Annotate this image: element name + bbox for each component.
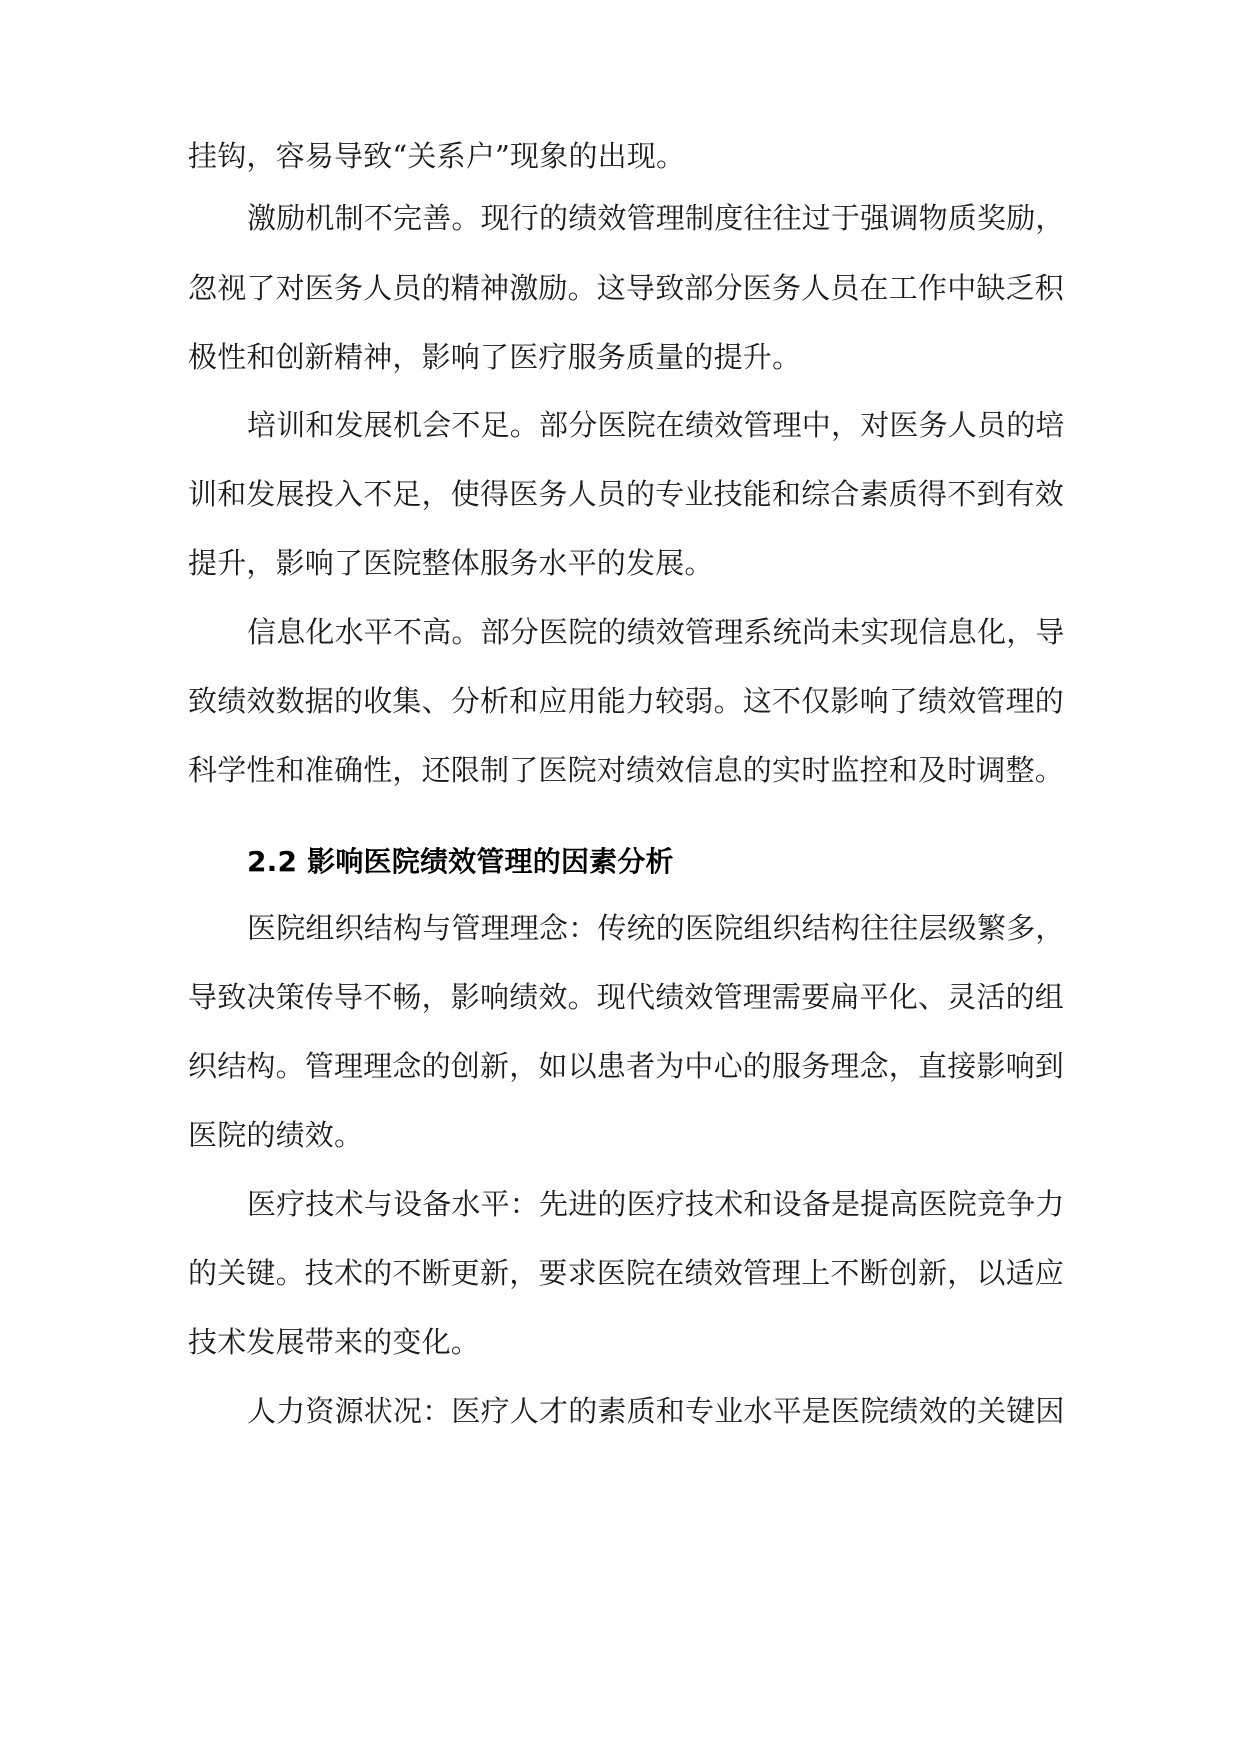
body-text-line: 致绩效数据的收集、分析和应用能力较弱。这不仅影响了绩效管理的 — [188, 684, 1065, 718]
body-text-line: 提升，影响了医院整体服务水平的发展。 — [188, 546, 714, 580]
section-heading: 2.2 影响医院绩效管理的因素分析 — [247, 845, 674, 878]
body-text-line: 培训和发展机会不足。部分医院在绩效管理中，对医务人员的培 — [247, 408, 1065, 442]
body-text-line: 导致决策传导不畅，影响绩效。现代绩效管理需要扁平化、灵活的组 — [188, 980, 1065, 1014]
body-text-line: 信息化水平不高。部分医院的绩效管理系统尚未实现信息化，导 — [247, 615, 1065, 649]
body-text-line: 医院组织结构与管理理念：传统的医院组织结构往往层级繁多， — [247, 911, 1065, 945]
body-text-line: 科学性和准确性，还限制了医院对绩效信息的实时监控和及时调整。 — [188, 753, 1065, 787]
body-text-line: 织结构。管理理念的创新，如以患者为中心的服务理念，直接影响到 — [188, 1049, 1065, 1083]
body-text-line: 技术发展带来的变化。 — [188, 1325, 481, 1359]
body-text-line: 人力资源状况：医疗人才的素质和专业水平是医院绩效的关键因 — [247, 1394, 1065, 1428]
body-text-line: 挂钩，容易导致“关系户”现象的出现。 — [188, 139, 686, 173]
body-text-line: 忽视了对医务人员的精神激励。这导致部分医务人员在工作中缺乏积 — [188, 271, 1065, 305]
body-text-line: 的关键。技术的不断更新，要求医院在绩效管理上不断创新，以适应 — [188, 1256, 1065, 1290]
body-text-line: 极性和创新精神，影响了医疗服务质量的提升。 — [188, 340, 802, 374]
body-text-line: 激励机制不完善。现行的绩效管理制度往往过于强调物质奖励， — [247, 201, 1065, 235]
body-text-line: 训和发展投入不足，使得医务人员的专业技能和综合素质得不到有效 — [188, 477, 1065, 511]
body-text-line: 医院的绩效。 — [188, 1118, 364, 1152]
body-text-line: 医疗技术与设备水平：先进的医疗技术和设备是提高医院竞争力 — [247, 1187, 1065, 1221]
